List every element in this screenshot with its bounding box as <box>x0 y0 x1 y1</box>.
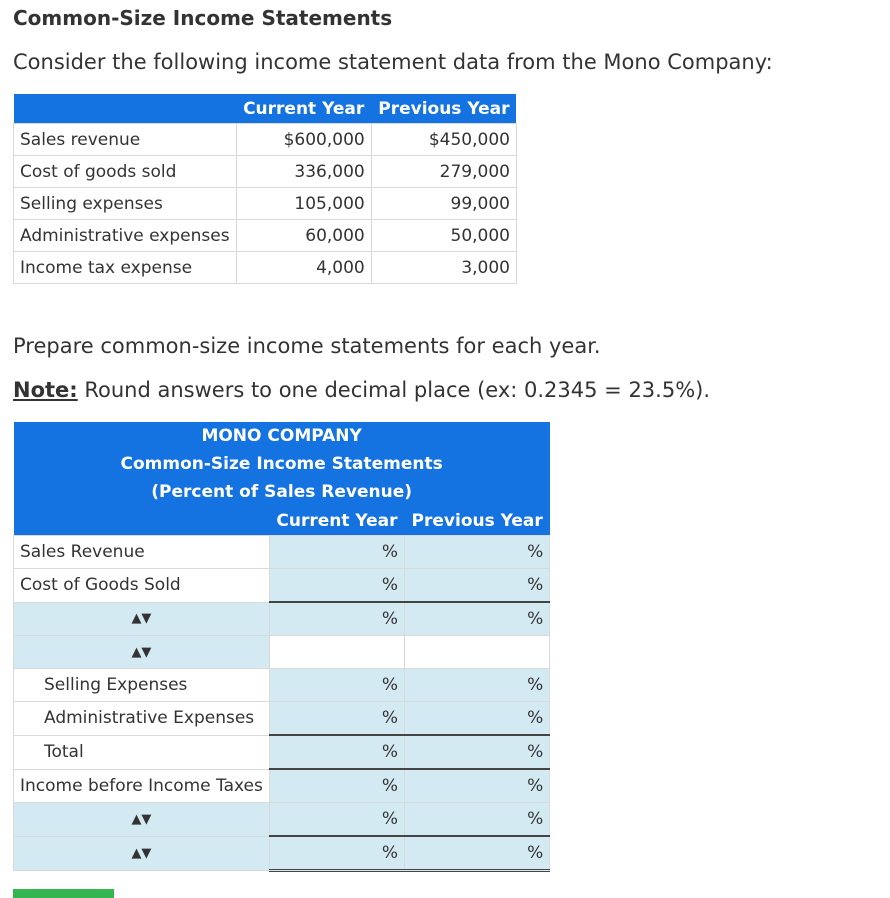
table-row <box>14 836 550 871</box>
table-row <box>14 602 550 636</box>
statement-title-row <box>14 450 550 478</box>
row-label: Sales revenue <box>14 124 237 156</box>
header-previous-year: Previous Year <box>405 506 550 536</box>
table-row <box>14 669 550 702</box>
instructions-text: Prepare common-size income statements for each year. <box>13 334 601 358</box>
label-select-dropdown[interactable]: ▲▼ <box>14 636 270 669</box>
percent-sign: % <box>381 809 399 829</box>
row-label-admin: Administrative Expenses <box>14 702 270 736</box>
table-row <box>14 252 517 284</box>
header-blank <box>14 94 237 124</box>
current-value: $600,000 <box>236 124 371 156</box>
percent-sign: % <box>527 575 544 595</box>
previous-year-input[interactable] <box>405 536 550 569</box>
row-label: Cost of goods sold <box>14 156 237 188</box>
table-row <box>14 156 517 188</box>
previous-year-input[interactable] <box>405 803 550 837</box>
row-label-income-before-taxes: Income before Income Taxes <box>14 769 270 803</box>
percent-sign: % <box>527 675 544 695</box>
current-value: 105,000 <box>236 188 371 220</box>
current-year-input[interactable] <box>269 569 404 603</box>
percent-sign: % <box>381 609 399 629</box>
column-header-row <box>14 506 550 536</box>
table-row <box>14 536 550 569</box>
previous-value: $450,000 <box>371 124 516 156</box>
percent-sign: % <box>381 742 399 762</box>
table-row <box>14 220 517 252</box>
common-size-table <box>13 422 550 872</box>
percent-sign: % <box>527 708 544 728</box>
empty-cell <box>269 636 404 669</box>
header-previous-year: Previous Year <box>371 94 516 124</box>
current-year-input[interactable] <box>269 536 404 569</box>
row-label: Selling expenses <box>14 188 237 220</box>
note-text <box>13 378 710 402</box>
percent-sign: % <box>527 843 544 863</box>
current-value: 60,000 <box>236 220 371 252</box>
note-body: Round answers to one decimal place (ex: 0.2345 = 23.5%). <box>77 378 711 402</box>
table-row <box>14 735 550 769</box>
previous-value: 99,000 <box>371 188 516 220</box>
previous-value: 279,000 <box>371 156 516 188</box>
label-select-dropdown[interactable]: ▲▼ <box>14 602 270 636</box>
row-label-cogs: Cost of Goods Sold <box>14 569 270 603</box>
current-year-input[interactable] <box>269 602 404 636</box>
company-name: MONO COMPANY <box>14 422 550 450</box>
empty-cell <box>405 636 550 669</box>
current-value: 4,000 <box>236 252 371 284</box>
current-year-input[interactable] <box>269 836 404 871</box>
header-current-year: Current Year <box>269 506 404 536</box>
row-label-sales-revenue: Sales Revenue <box>14 536 270 569</box>
previous-year-input[interactable] <box>405 702 550 736</box>
label-select-dropdown[interactable]: ▲▼ <box>14 836 270 871</box>
percent-sign: % <box>381 776 399 796</box>
current-year-input[interactable] <box>269 803 404 837</box>
table-row <box>14 188 517 220</box>
table-row <box>14 569 550 603</box>
table-row <box>14 769 550 803</box>
data-table-header <box>14 94 517 124</box>
current-value: 336,000 <box>236 156 371 188</box>
previous-value: 50,000 <box>371 220 516 252</box>
table-row <box>14 636 550 669</box>
previous-year-input[interactable] <box>405 569 550 603</box>
table-row <box>14 124 517 156</box>
previous-year-input[interactable] <box>405 669 550 702</box>
check-button[interactable] <box>13 889 114 898</box>
previous-year-input[interactable] <box>405 769 550 803</box>
current-year-input[interactable] <box>269 735 404 769</box>
row-label: Administrative expenses <box>14 220 237 252</box>
row-label-total: Total <box>14 735 270 769</box>
label-select-dropdown[interactable]: ▲▼ <box>14 803 270 837</box>
percent-sign: % <box>527 609 544 629</box>
previous-value: 3,000 <box>371 252 516 284</box>
percent-sign: % <box>381 708 399 728</box>
percent-sign: % <box>381 675 399 695</box>
table-row <box>14 702 550 736</box>
company-name-row <box>14 422 550 450</box>
current-year-input[interactable] <box>269 769 404 803</box>
current-year-input[interactable] <box>269 702 404 736</box>
percent-sign: % <box>527 809 544 829</box>
percent-sign: % <box>381 843 399 863</box>
statement-subtitle-row <box>14 478 550 506</box>
percent-sign: % <box>381 575 399 595</box>
intro-text: Consider the following income statement data from the Mono Company: <box>13 50 773 74</box>
row-label-selling: Selling Expenses <box>14 669 270 702</box>
previous-year-input[interactable] <box>405 602 550 636</box>
row-label: Income tax expense <box>14 252 237 284</box>
table-row <box>14 803 550 837</box>
income-data-table <box>13 94 517 284</box>
current-year-input[interactable] <box>269 669 404 702</box>
header-current-year: Current Year <box>236 94 371 124</box>
percent-sign: % <box>527 776 544 796</box>
previous-year-input[interactable] <box>405 836 550 871</box>
percent-sign: % <box>527 742 544 762</box>
header-blank <box>14 506 270 536</box>
page-title: Common-Size Income Statements <box>13 6 393 30</box>
statement-title: Common-Size Income Statements <box>14 450 550 478</box>
percent-sign: % <box>527 542 544 562</box>
note-label: Note: <box>13 378 78 402</box>
statement-subtitle: (Percent of Sales Revenue) <box>14 478 550 506</box>
previous-year-input[interactable] <box>405 735 550 769</box>
percent-sign: % <box>381 542 399 562</box>
